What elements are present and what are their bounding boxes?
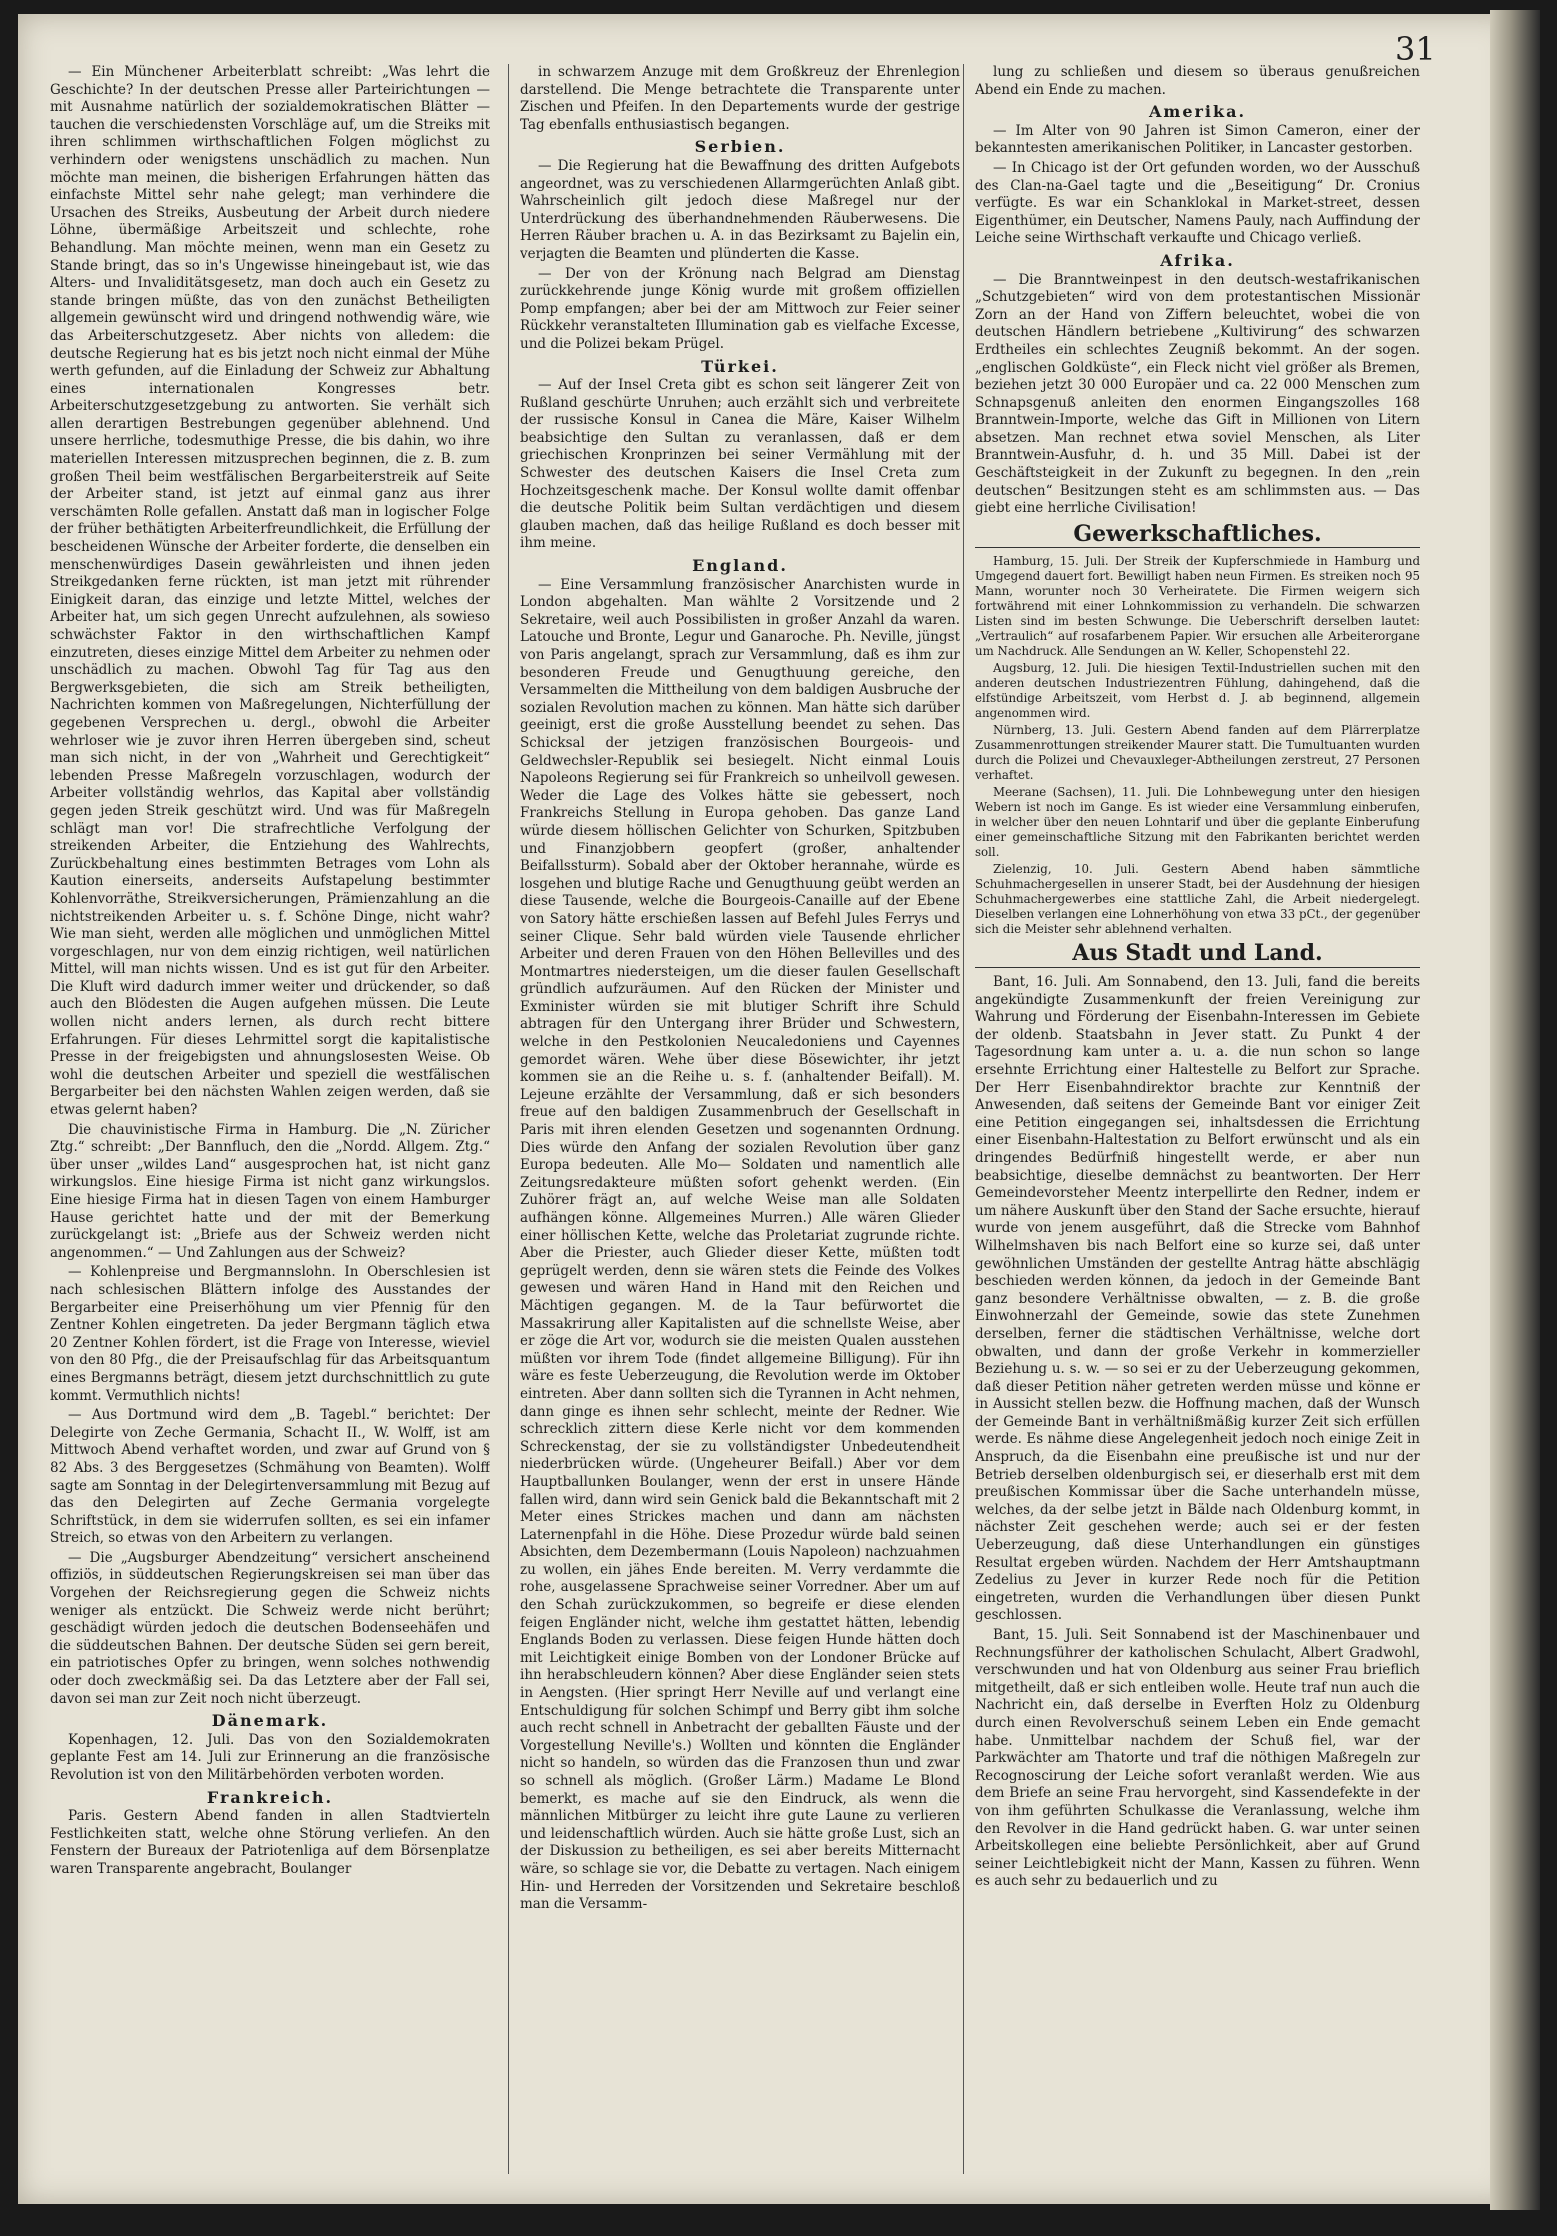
column-rule (508, 64, 509, 2174)
article-paragraph: lung zu schließen und diesem so überaus genußreichen Abend ein Ende zu machen. (975, 64, 1420, 98)
article-paragraph: — Ein Münchener Arbeiterblatt schreibt: „Was lehrt die Geschichte? In der deutschen Presse aller Parteirichtungen — mit Ausnahme natürlich der sozialdemokratischen Blätter — tauchen die verschiedensten Vorschläge auf, um die Streiks mit ihren schlimmen wirthschaftlichen Folgen möglichst zu verhindern oder wenigstens unschädlich zu machen. Nun möchte man meinen, die bisherigen Erfahrungen hätten das einfachste Mittel sehr nahe gelegt; man verhindere die Ursachen des Streiks, Ausbeutung der Arbeit durch niedere Löhne, übermäßige Arbeitszeit und schlechte, rohe Behandlung. Man möchte meinen, wenn man ein Gesetz zu Stande bringt, das so in's Ungewisse hineingebaut ist, wie das Alters- und Invaliditätsgesetz, man doch auch ein Gesetz zu stande bringen müßte, das von den zunächst Betheiligten allgemein gewünscht wird und dringend nothwendig wäre, wie das Arbeiterschutzgesetz. Aber nichts von alledem: die deutsche Regierung hat es bis jetzt noch nicht einmal der Mühe werth gefunden, auf die Einladung der Schweiz zur Abhaltung eines internationalen Kongresses betr. Arbeiterschutzgesetzgebung zu antworten. Sie verhält sich allen derartigen Bestrebungen gegenüber ablehnend. Und unsere herrliche, todesmuthige Presse, die bis dahin, wo ihre materiellen Interessen mitzusprechen beginnen, die z. B. zum großen Theil beim westfälischen Bergarbeiterstreik auf Seite der Arbeiter stand, ist jetzt auf einmal ganz aus ihrer verschämten Rolle gefallen. Anstatt daß man in logischer Folge der früher bethätigten Arbeiterfreundlichkeit, die Erfüllung der bescheidenen Wünsche der Arbeiter forderte, die denselben ein menschenwürdiges Dasein gewährleisten und ihnen jeden Streikgedanken ferne rückten, ist man jetzt mit rührender Einigkeit daran, das einzige und letzte Mittel, welches der Arbeiter hat, um sich gegen Unrecht aufzulehnen, als sowieso schwächster Faktor in den wirthschaftlichen Kampf einzutreten, dieses einzige Mittel dem Arbeiter zu nehmen oder unschädlich zu machen. Obwohl Tag für Tag aus den Bergwerksgebieten, die sich am Streik betheiligten, Nachrichten kommen von Maßregelungen, Nichterfüllung der gegebenen Versprechen u. dergl., obwohl die Arbeiter wehrloser wie je zuvor ihren Herren übergeben sind, scheut man sich nicht, in der von „Wahrheit und Gerechtigkeit“ lebenden Presse Maßregeln vorzuschlagen, wodurch der Arbeiter vollständig wehrlos, das Kapital aber vollständig gegen jeden Streik geschützt wird. Und was für Maßregeln schlägt man vor! Die strafrechtliche Verfolgung der streikenden Arbeiter, die Entziehung des Wahlrechts, Zurückbehaltung eines bestimmten Betrages vom Lohn als Kaution einerseits, anderseits Aufstapelung bestimmter Kohlenvorräthe, Streikversicherungen, Prämienzahlung an die nichtstreikenden Arbeiter u. s. f. Schöne Dinge, nicht wahr? Wie man sieht, werden alle möglichen und unmöglichen Mittel vorgeschlagen, nur von dem einzig richtigen, weil natürlichen Mittel, will man nichts wissen. Und es ist gut für den Arbeiter. Die Kluft wird dadurch immer weiter und drückender, so daß auch den Blödesten die Augen aufgehen müssen. Die Leute wollen nicht anders lernen, als durch recht bittere Erfahrungen. Für dieses Lehrmittel sorgt die kapitalistische Presse in der freigebigsten und ahnungslosesten Weise. Ob wohl die deutschen Arbeiter und speziell die westfälischen Bergarbeiter bei den nächsten Wahlen zeigen werden, daß sie etwas gelernt haben? (50, 64, 490, 1119)
section-heading: Aus Stadt und Land. (975, 945, 1420, 968)
article-paragraph: Bant, 15. Juli. Seit Sonnabend ist der Maschinenbauer und Rechnungsführer der katholischen Schulacht, Albert Gradwohl, verschwunden und hat von Oldenburg aus seiner Frau brieflich mitgetheilt, daß er sich entleiben wolle. Heute traf nun auch die Nachricht ein, daß derselbe in Everften Holz zu Oldenburg durch einen Revolverschuß seinem Leben ein Ende gemacht habe. Unmittelbar nachdem der Schuß fiel, war der Parkwächter am Thatorte und traf die nöthigen Maßregeln zur Recognoscirung der Leiche sofort veranlaßt werden. Wie aus dem Briefe an seine Frau hervorgeht, sind Kassendefekte in der von ihm geführten Schulkasse die Veranlassung, welche ihm den Revolver in die Hand gedrückt haben. G. war unter seinen Arbeitskollegen eine beliebte Persönlichkeit, aber auf Grund seiner Leichtlebigkeit nicht der Mann, Kassen zu führen. Wenn es auch sehr zu bedauerlich und zu (975, 1627, 1420, 1890)
article-paragraph: — Kohlenpreise und Bergmannslohn. In Oberschlesien ist nach schlesischen Blättern infolge des Ausstandes der Bergarbeiter eine Preiserhöhung um vier Pfennig für den Zentner Kohlen eingetreten. Da jeder Bergmann täglich etwa 20 Zentner Kohlen fördert, ist die Frage von Interesse, wieviel von den 80 Pfg., die der Preisaufschlag für das Arbeitsquantum eines Bergmanns beträgt, diesem jetzt durchschnittlich zu gute kommt. Vermuthlich nichts! (50, 1264, 490, 1404)
page-number: 31 (1395, 30, 1436, 68)
news-item: Hamburg, 15. Juli. Der Streik der Kupferschmiede in Hamburg und Umgegend dauert fort. Bewilligt haben neun Firmen. Es streiken noch 95 Mann, worunter noch 30 Verheiratete. Die Firmen weigern sich fortwährend mit einer Lohnkommission zu verhandeln. Die schwarzen Listen sind im besten Schwunge. Die Ueberschrift derselben lautet: „Vertraulich“ auf rosafarbenem Papier. Wir ersuchen alle Arbeiterorgane um Nachdruck. Alle Sendungen an W. Keller, Schopenstehl 22. (975, 554, 1420, 659)
article-paragraph: Die chauvinistische Firma in Hamburg. Die „N. Züricher Ztg.“ schreibt: „Der Bannfluch, den die „Nordd. Allgem. Ztg.“ über unser „wildes Land“ ausgesprochen hat, ist nicht ganz wirkungslos. Eine hiesige Firma ist nicht ganz wirkungslos. Eine hiesige Firma hat in diesen Tagen von einem Hamburger Hause gerichtet hatte und der mit der Bemerkung zurückgelangt ist: „Briefe aus der Schweiz werden nicht angenommen.“ — Und Zahlungen aus der Schweiz? (50, 1121, 490, 1261)
section-heading: England. (692, 556, 788, 576)
column-middle (520, 64, 960, 2174)
article-paragraph: — Aus Dortmund wird dem „B. Tagebl.“ berichtet: Der Delegirte von Zeche Germania, Schacht II., W. Wolff, ist am Mittwoch Abend verhaftet worden, und zwar auf Grund von § 82 Abs. 3 des Berggesetzes (Schmähung von Beamten). Wolff sagte am Sonntag in der Delegirtenversammlung mit Bezug auf das den Delegirten auf Zeche Germania vorgelegte Schriftstück, in dem sie widerrufen sollten, es sei ein infamer Streich, so etwas von den Arbeitern zu verlangen. (50, 1407, 490, 1547)
article-paragraph: Paris. Gestern Abend fanden in allen Stadtvierteln Festlichkeiten statt, welche ohne Störung verliefen. An den Fenstern der Bureaux der Patriotenliga auf dem Börsenplatze waren Transparente angebracht, Boulanger (50, 1808, 490, 1877)
column-right (975, 64, 1420, 2174)
article-paragraph: in schwarzem Anzuge mit dem Großkreuz der Ehrenlegion darstellend. Die Menge betrachtete die Transparente unter Zischen und Pfeifen. In den Departements wurde der gestrige Tag ebenfalls enthusiastisch begangen. (520, 64, 960, 133)
section-heading: Frankreich. (206, 1787, 334, 1807)
article-paragraph: — Die „Augsburger Abendzeitung“ versichert anscheinend offiziös, in süddeutschen Regierungskreisen sei man über das Vorgehen der Reichsregierung gegen die Schweiz nichts weniger als entzückt. Die Schweiz werde nicht berührt; geschädigt würden jedoch die deutschen Bodenseehäfen und die süddeutschen Bahnen. Der deutsche Süden sei gern bereit, ein patriotisches Opfer zu bringen, wenn solches nothwendig oder doch zweckmäßig sei. Da das Letztere aber der Fall sei, davon sei man zur Zeit noch nicht überzeugt. (50, 1549, 490, 1707)
news-item: Zielenzig, 10. Juli. Gestern Abend haben sämmtliche Schuhmachergesellen in unserer Stadt, bei der Ausdehnung der hiesigen Schuhmachergewerbes eine stattliche Zahl, die Arbeit niedergelegt. Dieselben verlangen eine Lohnerhöhung von etwa 33 pCt., der gegenüber sich die Meister sehr ablehnend verhalten. (975, 862, 1420, 937)
section-heading: Gewerkschaftliches. (975, 526, 1420, 549)
article-paragraph: — Auf der Insel Creta gibt es schon seit längerer Zeit von Rußland geschürte Unruhen; auch erzählt sich und verbreitete der russische Konsul in Canea die Märe, Kaiser Wilhelm beabsichtige den Sultan zu veranlassen, daß er dem griechischen Kronprinzen bei seiner Vermählung mit der Schwester des deutschen Kaisers die Insel Creta zum Hochzeitsgeschenk mache. Der Konsul wollte damit offenbar die deutsche Politik beim Sultan verdächtigen und diesem glauben machen, daß das heilige Rußland es doch besser mit ihm meine. (520, 377, 960, 552)
section-heading: Afrika. (1160, 250, 1235, 270)
article-paragraph: — Im Alter von 90 Jahren ist Simon Cameron, einer der bekanntesten amerikanischen Politiker, in Lancaster gestorben. (975, 122, 1420, 157)
page-edge (1490, 10, 1540, 2210)
article-paragraph: — Die Branntweinpest in den deutsch-westafrikanischen „Schutzgebieten“ wird von dem protestantischen Missionär Zorn an der Hand von Ziffern beleuchtet, wobei die von deutschen Händlern betriebene „Kultivirung“ des schwarzen Erdtheiles ein schlechtes Zeugniß bekommt. An der sogen. „englischen Goldküste“, ein Fleck nicht viel größer als Bremen, beziehen jetzt 30 000 Europäer und ca. 22 000 Menschen zum Schnapsgenuß anleiten den enormen Eingangszolles 168 Branntwein-Importe, welche das Gift in Millionen von Litern absetzen. Man rechnet etwa soviel Menschen, als Liter Branntwein-Ausfuhr, d. h. und 35 Mill. Dabei ist der Geschäftsteigkeit in der Zukunft zu begegnen. In den „rein deutschen“ Besitzungen steht es am schlimmsten aus. — Das giebt eine herrliche Civilisation! (975, 271, 1420, 517)
section-heading: Türkei. (701, 356, 779, 376)
section-heading: Amerika. (1148, 102, 1247, 122)
news-item: Meerane (Sachsen), 11. Juli. Die Lohnbewegung unter den hiesigen Webern ist noch im Gange. Es ist wieder eine Versammlung einberufen, in welcher über den neuen Lohntarif und über die geplante Einberufung einer gemeinschaftliche Sitzung mit den Fabrikanten berichtet werden soll. (975, 785, 1420, 860)
article-paragraph: — Eine Versammlung französischer Anarchisten wurde in London abgehalten. Man wählte 2 Vorsitzende und 2 Sekretaire, weil auch Possibilisten in großer Anzahl da waren. Latouche und Bronte, Legur und Ganaroche. Ph. Neville, jüngst von Paris angelangt, sprach zur Versammlung, daß es ihm zur besonderen Freude und Genugthuung gereiche, den Versammelten die Mittheilung von dem baldigen Ausbruche der sozialen Revolution machen zu können. Man hätte sich darüber geeinigt, erst die große Ausstellung beendet zu sehen. Das Schicksal der jetzigen französischen Bourgeois- und Geldwechsler-Republik sei besiegelt. Nicht einmal Louis Napoleons Regierung sei für Frankreich so unheilvoll gewesen. Weder die Lage des Volkes hätte sie gebessert, noch Frankreichs Stellung in Europa gehoben. Das ganze Land würde diesem höllischen Gelichter von Schurken, Spitzbuben und Finanzjobbern geopfert (großer, anhaltender Beifallssturm). Sobald aber der Oktober herannahe, würde es losgehen und blutige Rache und Genugthuung geübt werden an diese Tausende, welche die Bourgeois-Canaille auf der Ebene von Satory hätte erschießen lassen auf Befehl Jules Ferrys und seiner Clique. Sehr bald würden viele Tausende ehrlicher Arbeiter und deren Frauen von den Höhen Bellevilles und des Montmartres niedersteigen, um die dieser faulen Gesellschaft gründlich aufzuräumen. Auf den Rücken der Minister und Exminister würden sie mit blutiger Schrift ihre Schuld abtragen für den Untergang ihrer Brüder und Schwestern, welche in den Pestkolonien Neucaledoniens und Cayennes gemordet wären. Wehe über diese Bösewichter, ihr jetzt kommen sie an die Reihe u. s. f. (anhaltender Beifall). M. Lejeune erzählte der Versammlung, daß er sich besonders freue auf den baldigen Zusammenbruch der Gesellschaft in Paris mit ihren elenden Gesetzen und sogenannten Ordnung. Dies würde den Anfang der sozialen Revolution über ganz Europa bedeuten. Alle Mo— Soldaten und namentlich alle Zeitungsredakteure müßten sofort gehenkt werden. (Ein Zuhörer frägt an, auf welche Weise man alle Soldaten aufhängen könne. Allgemeines Murren.) Alle wären Glieder einer höllischen Kette, welche das Proletariat zugrunde richte. Aber die Priester, auch Glieder dieser Kette, müßten todt geprügelt werden, denn sie wären stets die Feinde des Volkes gewesen und wären Hand in Hand mit den Reichen und Mächtigen gegangen. M. de la Taur befürwortet die Massakrirung aller Kapitalisten auf die schnellste Weise, aber er zöge die Art vor, wodurch sie die meisten Qualen ausstehen müßten vor ihrem Tode (findet allgemeine Billigung). Für ihn wäre es feste Ueberzeugung, die Revolution werde im Oktober eintreten. Aber dann sollten sich die Tyrannen in Acht nehmen, dann ginge es ihnen sehr schlecht, meinte der Redner. Wie schrecklich zittern diese Kerle nicht vor dem kommenden Schreckenstag, der sie zu vollständigster Unbedeutendheit niederbrücken würde. (Ungeheurer Beifall.) Aber vor dem Hauptballunken Boulanger, wenn der erst in unsere Hände fallen wird, dann wird sein Genick bald die Bekanntschaft mit 2 Meter eines Strickes machen und dann am nächsten Laternenpfahl in die Höhe. Diese Prozedur würde bald seinen Absichten, dem Dezembermann (Louis Napoleon) nachzuahmen zu wollen, ein jähes Ende bereiten. M. Verry verdammte die rohe, ausgelassene Sprachweise seiner Vorredner. Aber um auf den Schah zurückzukommen, so begreife er diese elenden feigen Engländer nicht, welche ihm gestattet hätten, lebendig Englands Boden zu verlassen. Diese feigen Hunde hätten doch mit Leichtigkeit einige Bomben von der Londoner Brücke auf ihn herabschleudern können? Aber diese Engländer seien stets in Aengsten. (Hier springt Herr Neville auf und verlangt eine Entschuldigung für solchen Schimpf und Berry gibt ihm solche auch recht schnell in Anbetracht der geballten Fäuste und der Vorgestellung Neville's.) Wollten und könnten die Engländer nicht so handeln, so würden das die Franzosen thun und zwar so schnell als möglich. (Großer Lärm.) Madame Le Blond bemerkt, es mache auf sie den Eindruck, als wenn die männlichen Mitbürger zu leicht ihre gute Laune zu verlieren und leidenschaftlich würden. Auch sie hätte große Lust, sich an der Diskussion zu betheiligen, es sei aber bereits Mitternacht wäre, so schlage sie vor, die Debatte zu vertagen. Nach einigem Hin- und Herreden der Vorsitzenden und Sekretaire beschloß man die Versamm- (520, 576, 960, 1913)
column-rule (963, 64, 964, 2174)
article-paragraph: Kopenhagen, 12. Juli. Das von den Sozialdemokraten geplante Fest am 14. Juli zur Erinnerung an die französische Revolution ist von den Militärbehörden verboten worden. (50, 1731, 490, 1783)
article-paragraph: — In Chicago ist der Ort gefunden worden, wo der Ausschuß des Clan-na-Gael tagte und die „Beseitigung“ Dr. Cronius verfügte. Es war ein Schanklokal in Market-street, dessen Eigenthümer, ein Deutscher, Namens Pauly, nach Auffindung der Leiche seine Wirthschaft verkaufte und Chicago verließ. (975, 159, 1420, 247)
column-left (50, 64, 490, 2174)
article-paragraph: — Der von der Krönung nach Belgrad am Dienstag zurückkehrende junge König wurde mit großem offiziellen Pomp empfangen; aber bei der am Mittwoch zur Feier seiner Rückkehr veranstalteten Illumination gab es vielfache Excesse, und die Polizei bekam Prügel. (520, 265, 960, 352)
section-heading: Dänemark. (211, 1711, 329, 1731)
article-paragraph: — Die Regierung hat die Bewaffnung des dritten Aufgebots angeordnet, was zu verschiedenen Allarmgerüchten Anlaß gibt. Wahrscheinlich gilt jedoch diese Maßregel nur der Unterdrückung des überhandnehmenden Räuberwesens. Die Herren Räuber brachen u. A. in das Bezirksamt zu Bajelin ein, verjagten die Beamten und plünderten die Kasse. (520, 157, 960, 262)
news-item: Nürnberg, 13. Juli. Gestern Abend fanden auf dem Plärrerplatze Zusammenrottungen streikender Maurer statt. Die Tumultuanten wurden durch die Polizei und Chevauxleger-Abtheilungen zerstreut, 27 Personen verhaftet. (975, 723, 1420, 783)
news-item: Augsburg, 12. Juli. Die hiesigen Textil-Industriellen suchen mit den anderen deutschen Industriezentren Fühlung, dahingehend, daß die elfstündige Arbeitszeit, vom Herbst d. J. ab beginnend, allgemein angenommen wird. (975, 661, 1420, 721)
article-paragraph: Bant, 16. Juli. Am Sonnabend, den 13. Juli, fand die bereits angekündigte Zusammenkunft der freien Vereinigung zur Wahrung und Förderung der Eisenbahn-Interessen im Gebiete der oldenb. Staatsbahn in Jever statt. Zu Punkt 4 der Tagesordnung kam unter a. u. a. die nun schon so lange ersehnte Errichtung einer Haltestelle zu Belfort zur Sprache. Der Herr Eisenbahndirektor brachte zur Kenntniß der Anwesenden, daß seitens der Gemeinde Bant vor einiger Zeit eine Petition eingegangen sei, inhaltsdessen die Errichtung einer Eisenbahn-Haltestation zu Belfort erwünscht und als ein dringendes Bedürfniß hingestellt werde, er aber nun beabsichtige, dieselbe demnächst zu beantworten. Der Herr Gemeindevorsteher Meentz interpellirte den Redner, indem er um nähere Auskunft über den Stand der Sache ersuchte, hierauf wurde von jenem ausgeführt, daß die Strecke vom Bahnhof Wilhelmshaven bis nach Belfort eine so kurze sei, daß unter gewöhnlichen Umständen der gestellte Antrag hätte abschlägig beschieden werden können, da jedoch in der Gemeinde Bant ganz besondere Verhältnisse obwalten, — z. B. die große Einwohnerzahl der Gemeinde, sowie das stete Zunehmen derselben, ferner die städtischen Verhältnisse, welche dort obwalten, und dann der große Verkehr in kommerzieller Beziehung u. s. w. — so sei er zu der Ueberzeugung gekommen, daß dieser Petition näher getreten werden müsse und könne er in Aussicht stellen bezw. die Hoffnung machen, daß der Wunsch der Gemeinde Bant in verhältnißmäßig kurzer Zeit sich erfüllen werde. Es nähme diese Angelegenheit jedoch noch einige Zeit in Anspruch, da die Eisenbahn eine preußische ist und nur der Betrieb derselben oldenburgisch sei, er dieserhalb erst mit dem preußischen Kommissar über die Sache unterhandeln müsse, welches, da der selbe jetzt in Bälde nach Oldenburg kommt, in nächster Zeit geschehen werde; auch sei er der festen Ueberzeugung, daß diese Unterhandlungen ein günstiges Resultat ergeben würden. Nachdem der Herr Amtshauptmann Zedelius zu Jever in kurzer Rede noch für die Petition eingetreten, wurden die Verhandlungen über diesen Punkt geschlossen. (975, 974, 1420, 1624)
section-heading: Serbien. (694, 137, 786, 157)
